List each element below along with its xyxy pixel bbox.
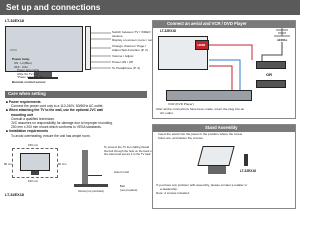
channel-label-1: Change channel / Page / xyxy=(112,44,147,48)
stand-note-3: Note: 4 screws included. xyxy=(156,191,190,195)
care-bullet: To avoid overheating, ensure the unit has ample room. xyxy=(11,133,91,138)
power-lamp-note-1: Power lamp lights xyxy=(17,68,40,72)
connect-note-1: After all the connections have been made, insert the plug into an xyxy=(156,107,245,111)
connect-note-2: AC outlet. xyxy=(160,111,174,115)
page-title: Set up and connections xyxy=(6,2,101,12)
power-lamp-label: Power lamp xyxy=(12,57,30,61)
power-lamp-on: ON : Lit (Blue) xyxy=(14,61,32,65)
clearance-right: 50 mm xyxy=(58,162,67,166)
screw-label: Screw (not provided) xyxy=(78,189,104,193)
model-label-bottom: LT-32EX18 xyxy=(5,193,24,197)
hole-for-belt-label: Hole for belt xyxy=(114,170,130,174)
menu-label: Display on-screen menu / set xyxy=(112,37,153,42)
care-bullet: Consult a qualified technician. xyxy=(11,116,55,121)
power-lamp-off: OFF : Unlit xyxy=(14,64,28,69)
care-bullet: Connect the power cord only to a 110-240V, 50/60Hz AC outlet. xyxy=(11,104,104,109)
care-bullet: 200 mm x 200 mm mount which conforms to VESA standards. xyxy=(11,125,102,130)
clearance-left: 50 mm xyxy=(4,162,13,166)
vcr-device-top xyxy=(256,61,286,69)
fall-note-3: the stand and secure it to the TV rack. xyxy=(104,152,152,156)
belt-label-1: Belt xyxy=(120,184,125,188)
stand-panel-illustration xyxy=(197,146,234,166)
remote-sensor-label: Remote control sensor xyxy=(12,80,46,84)
stand-model: LT-32EX18 xyxy=(240,169,256,173)
aerial-label: AERIAL xyxy=(277,38,288,42)
model-label-top: LT-32EX18 xyxy=(5,19,24,23)
volume-label: Volume / Adjust xyxy=(112,53,134,58)
stand-header xyxy=(153,125,295,132)
channel-label-2: Adjust Sub-Function (P. 2) xyxy=(112,48,148,52)
care-bullet: ■ Installation requirements xyxy=(6,129,49,134)
power-lamp-note-2: while the TV is on. xyxy=(17,71,40,76)
vcr-dvd-player xyxy=(166,90,252,101)
screw-illustration xyxy=(244,154,248,166)
power-onoff-label: Power ON / Off xyxy=(112,60,133,64)
switch-label-2: devices xyxy=(112,34,123,38)
stand-text-2: holes are, and fasten the screws. xyxy=(158,136,204,140)
stand-header-text: Stand Assembly xyxy=(205,125,238,131)
care-bullet: mounting unit xyxy=(11,112,33,117)
connect-model: LT-32EX18 xyxy=(160,29,176,33)
vcr-label: VCR (DVD Player) xyxy=(168,102,194,106)
care-bullet: ■ Power requirements xyxy=(6,100,41,104)
clearance-top: 150 mm xyxy=(28,143,39,147)
stand-text-1: Insert the stand into the panel in the position where the screw xyxy=(158,132,243,136)
headphone-label: To Headphone (P. 2) xyxy=(112,66,141,70)
stand-note-2: a dealership. xyxy=(160,187,178,191)
fall-note-2: the belt through the hole on the back of xyxy=(104,148,153,153)
stand-note-1: If you have any problem with assembly, please contact a retailer or xyxy=(156,183,248,187)
clearance-bottom: 150 mm xyxy=(28,179,39,183)
switch-label-1: Switch between TV / VIDEO xyxy=(112,30,151,34)
belt-label-2: (not provided) xyxy=(120,187,138,192)
care-bullet: ■ When attaching the TV to the wall, use the optional JVC wall xyxy=(6,108,104,113)
care-header-text: Care when setting xyxy=(8,91,46,97)
or-label: OR xyxy=(266,72,272,77)
fall-note-1: To prevent the TV from falling thread xyxy=(104,145,150,149)
dvd-device xyxy=(256,80,286,88)
connect-header-text: Connect an aerial and VCR / DVD Player xyxy=(167,21,247,27)
stand-base-illustration xyxy=(208,166,226,174)
power-lamp-note-3: "Power Lamp" (P. 11) xyxy=(17,75,44,79)
care-bullet: JVC assumes no responsibility for damage due to improper mounting. xyxy=(11,120,113,125)
hdmi-label: HDMI xyxy=(197,43,206,47)
